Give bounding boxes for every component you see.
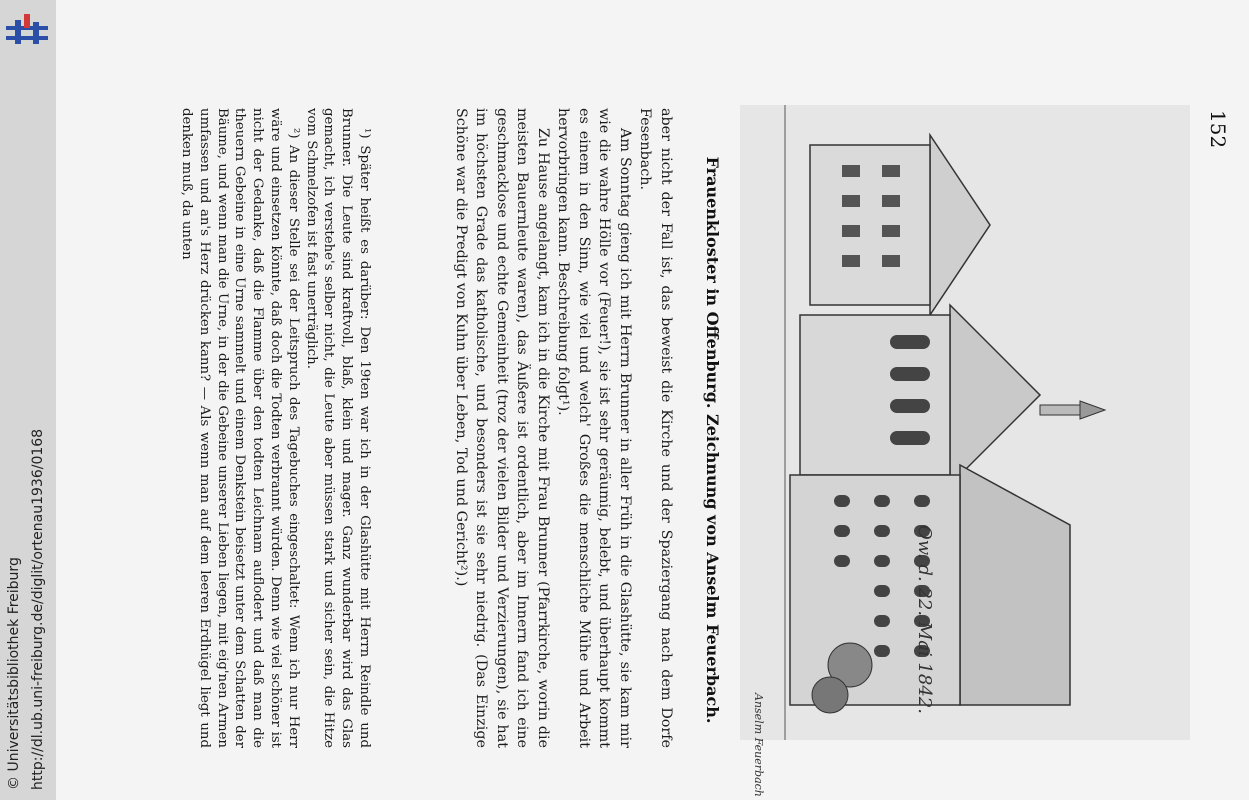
footnotes: [177, 108, 373, 748]
convent-drawing: [740, 105, 1190, 797]
convent-sketch-icon: [740, 105, 1190, 740]
viewer-sidebar: [0, 0, 56, 800]
paragraph: Am Sonntag gieng ich mit Herrn Brunner in aller Früh in die Glashütte, sie kam mir wie die wahre Hölle vor (Feuer!), sie ist sehr geräumig, belebt, und überhaupt kommt es einem in den Sinn, wie viel und welch' Großes die menschliche Mühe und Arbeit hervorbringen kann. Beschreibung folgt¹).: [555, 108, 633, 748]
scanned-page: [56, 0, 1249, 800]
page-content: [179, 90, 1246, 797]
paragraph: Zu Hause angelangt, kam ich in die Kirche mit Frau Brunner (Pfarrkirche, worin die meisten Bauernleute waren), das Äußere ist ordentlich, aber im Innern fand ich eine geschmacklose und echte Gemeinheit (troz der vielen Bilder und Verzierungen), sie hat im höchsten Grade das katholische, und besonders ist sie sehr niedrig. (Das Einzige Schöne war die Predigt von Kuhn über Leben, Tod und Gericht²).): [453, 108, 551, 748]
footnote: ²) An dieser Stelle sei der Leitspruch des Tagebuches eingeschaltet: Wenn ich nur Herr wäre und einsetzen könnte, daß doch die Todten verbrannt würden. Denn wie viel schöner ist nicht der Gedanke, daß die Flamme über den todten Leichnam auflodert und daß man die theuern Gebeine in eine Urne sammelt und einem Denkstein beisetzt unter dem Schatten der Bäume, und wenn man die Urne, in der die Gebeine unserer Lieben liegen, mit eig'nen Armen umfassen und an's Herz drücken kann? — Als wenn man auf dem leeren Erdhügel liegt und denken muß, da unten: [179, 108, 301, 748]
page-number: 152: [1206, 110, 1230, 149]
figure-caption: Frauenkloster in Offenburg. Zeichnung von Anselm Feuerbach.: [703, 156, 722, 724]
ub-freiburg-logo-icon[interactable]: [6, 12, 48, 52]
copyright-notice: © Universitätsbibliothek Freiburg: [6, 557, 22, 790]
drawing-signature: Ow. d. 22. Mai 1842.: [914, 525, 935, 714]
body-text: [451, 108, 677, 748]
drawing-artist-signature: Anselm Feuerbach: [752, 693, 765, 797]
permalink-url[interactable]: http://dl.ub.uni-freiburg.de/diglit/ortenau1936/0168: [30, 428, 46, 790]
footnote: ¹) Später heißt es darüber: Den 19ten war ich in der Glashütte mit Herrn Reindle und Brunner. Die Leute sind kraftvoll, blaß, klein und mager. Ganz wunderbar wird das Glas gemacht, ich verstehe's selber nicht, die Leute aber müssen stark und sicher sein, die Hitze vom Schmelzofen ist fast unerträglich.: [303, 108, 372, 748]
paragraph: aber nicht der Fall ist, das beweist die Kirche und der Spaziergang nach dem Dorfe Fesenbach.: [637, 108, 674, 748]
